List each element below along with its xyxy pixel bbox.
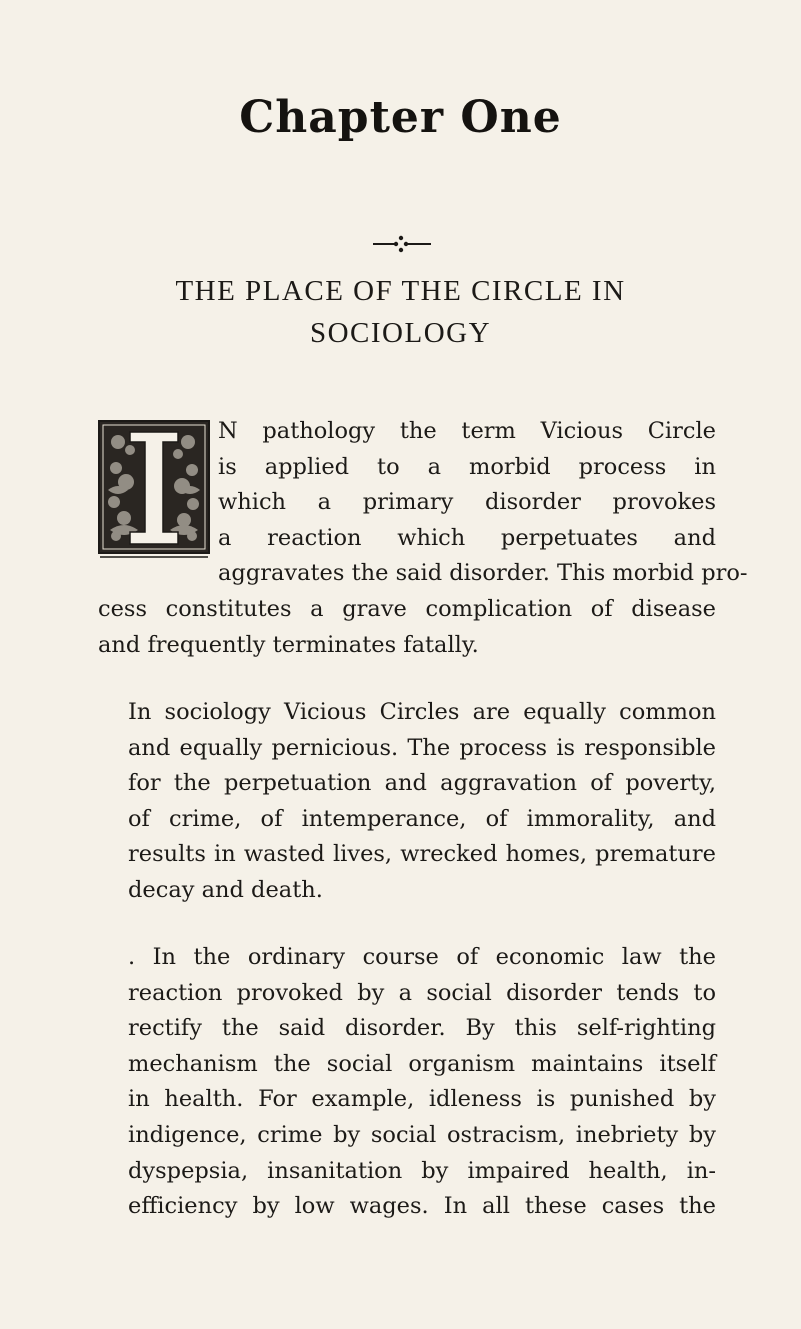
text-line: aggravates the said disorder. This morbid pro-: [218, 560, 748, 587]
section-title: [0, 270, 801, 354]
text-line: for the perpetuation and aggravation of poverty,: [128, 770, 716, 797]
text-line: rectify the said disorder. By this self-righting: [128, 1015, 716, 1042]
text-line: In sociology Vicious Circles are equally common: [128, 699, 716, 725]
section-title-line-2: SOCIOLOGY: [309, 317, 492, 349]
text-line: results in wasted lives, wrecked homes, premature: [128, 841, 716, 868]
text-line: a reaction which perpetuates and: [218, 524, 716, 551]
decorated-initial-i-icon: [98, 420, 210, 558]
text-line: indigence, crime by social ostracism, inebriety by: [128, 1121, 716, 1148]
text-line: decay and death.: [128, 876, 323, 903]
paragraph-2: [98, 695, 716, 909]
text-line: in health. For example, idleness is punished by: [128, 1086, 716, 1113]
text-line: N pathology the term Vicious Circle: [218, 418, 716, 444]
text-line: cess constitutes a grave complication of disease: [98, 595, 716, 622]
text-line: dyspepsia, insanitation by impaired health, in-: [128, 1157, 716, 1184]
text-line: . In the ordinary course of economic law the: [128, 944, 716, 970]
text-line: efficiency by low wages. In all these cases the: [128, 1193, 716, 1220]
text-line: which a primary disorder provokes: [218, 489, 716, 516]
paragraph-3: [98, 940, 716, 1225]
section-title-line-1: THE PLACE OF THE CIRCLE IN: [175, 275, 626, 307]
paragraph-1: [98, 414, 748, 663]
diamond-rule-ornament-icon: [0, 232, 801, 256]
text-line: is applied to a morbid process in: [218, 453, 716, 480]
chapter-heading: Chapter One: [239, 92, 562, 143]
text-line: and equally pernicious. The process is responsible: [128, 734, 716, 761]
text-line: reaction provoked by a social disorder tends to: [128, 979, 716, 1006]
text-line: of crime, of intemperance, of immorality, and: [128, 805, 716, 832]
text-line: and frequently terminates fatally.: [98, 631, 479, 658]
text-line: mechanism the social organism maintains itself: [128, 1050, 716, 1077]
